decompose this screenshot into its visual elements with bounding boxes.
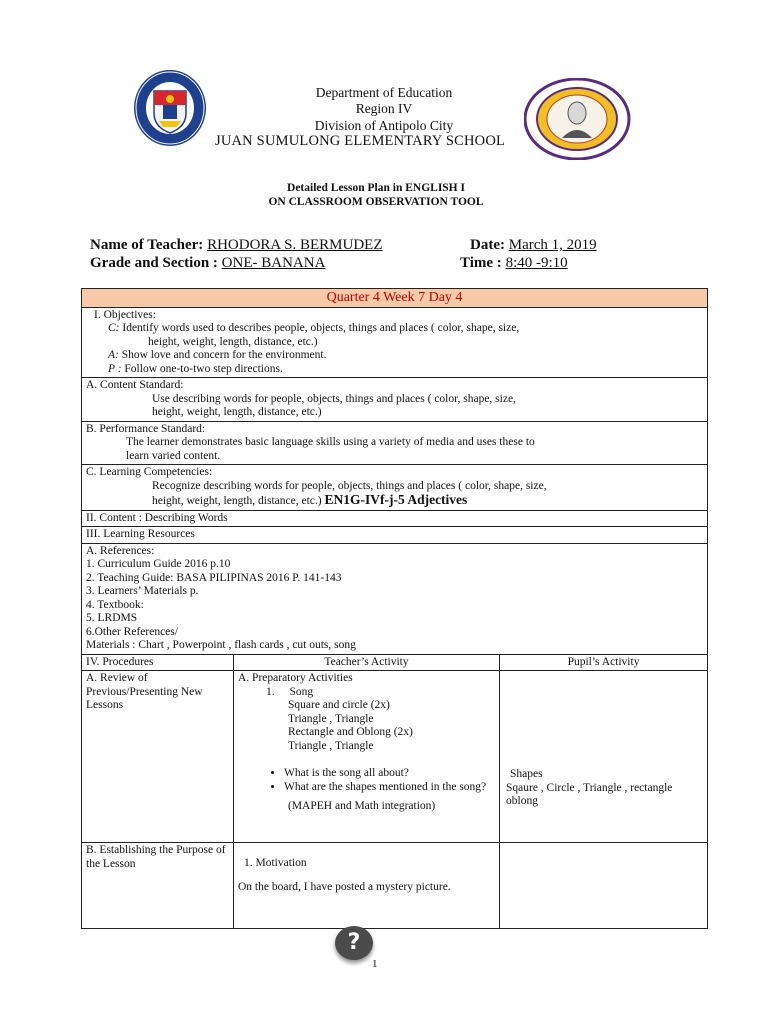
procedure-a-pupil <box>500 671 708 843</box>
reference-item: 5. LRDMS <box>86 612 138 624</box>
preparatory-activities: A. Preparatory Activities <box>238 672 353 684</box>
integration-note: (MAPEH and Math integration) <box>288 800 436 812</box>
reference-item: Materials : Chart , Powerpoint , flash cards , cut outs, song <box>86 639 356 651</box>
song-line: Triangle , Triangle <box>288 739 374 752</box>
grade-label: Grade and Section : <box>90 255 218 271</box>
song-heading <box>238 686 495 700</box>
content-standard-row <box>82 378 708 422</box>
objective-cognitive <box>86 322 703 336</box>
pupil-answer-shapes: Sqaure , Circle , Triangle , rectangle oblong <box>506 781 673 807</box>
performance-standard-cell <box>82 421 708 465</box>
resources-cell: III. Learning Resources <box>82 527 708 544</box>
time-label: Time : <box>460 255 502 271</box>
objectives-row <box>82 307 708 378</box>
reference-item: 3. Learners’ Materials p. <box>86 585 199 597</box>
grade-value: ONE- BANANA <box>221 255 326 271</box>
competencies-line2-wrap <box>86 493 703 509</box>
references-title: A. References: <box>86 544 155 557</box>
content-standard-line2: height, weight, length, distance, etc.) <box>152 406 322 418</box>
content-cell: II. Content : Describing Words <box>82 510 708 527</box>
competency-code: EN1G-IVf-j-5 Adjectives <box>324 492 468 507</box>
teacher-info <box>90 237 383 254</box>
objective-c-text-cont: height, weight, length, distance, etc.) <box>148 335 318 348</box>
objective-p-label: P : <box>108 362 122 375</box>
lesson-plan-subtitle: ON CLASSROOM OBSERVATION TOOL <box>268 196 484 208</box>
teacher-label: Name of Teacher: <box>90 237 204 253</box>
date-value: March 1, 2019 <box>508 237 597 253</box>
motivation-heading: 1. Motivation <box>244 857 307 869</box>
objective-c-label: C: <box>108 322 120 334</box>
question-mark-icon[interactable]: ? <box>335 926 373 960</box>
performance-standard-line1: The learner demonstrates basic language skills using a variety of media and uses these to <box>126 436 535 448</box>
song-number: 1. <box>266 685 275 698</box>
pupil-answer-title: Shapes <box>510 768 543 780</box>
objective-psychomotor <box>86 363 703 377</box>
procedure-a-label: A. Review of Previous/Presenting New Lessons <box>82 671 234 843</box>
procedures-header-row <box>82 654 708 671</box>
song-line: Triangle , Triangle <box>288 712 374 725</box>
page-number: 1 <box>372 958 378 970</box>
pupil-activity-header: Pupil’s Activity <box>500 654 708 671</box>
region-name: Region IV <box>355 101 413 116</box>
objective-c-text: Identify words used to describes people, objects, things and places ( color, shape, size, <box>122 322 520 334</box>
competencies-line1: Recognize describing words for people, objects, things and places ( color, shape, size, <box>152 479 547 492</box>
procedure-row-a <box>82 671 708 843</box>
division-name: Division of Antipolo City <box>314 118 454 133</box>
song-line: Rectangle and Oblong (2x) <box>288 726 413 738</box>
reference-item: 6.Other References/ <box>86 625 178 638</box>
time-info <box>460 255 568 272</box>
teacher-name: RHODORA S. BERMUDEZ <box>207 237 383 253</box>
competencies-row <box>82 465 708 511</box>
reference-item: 4. Textbook: <box>86 598 144 611</box>
competencies-line2: height, weight, length, distance, etc.) <box>152 495 322 507</box>
content-row <box>82 510 708 527</box>
quarter-row <box>82 289 708 308</box>
objective-p-text: Follow one-to-two step directions. <box>124 362 283 375</box>
grade-info <box>90 255 325 272</box>
content-standard-title: A. Content Standard: <box>86 379 184 391</box>
procedure-a-teacher <box>234 671 500 843</box>
content-standard-line1: Use describing words for people, objects, things and places ( color, shape, size, <box>152 392 516 405</box>
performance-standard-row <box>82 421 708 465</box>
references-cell <box>82 543 708 654</box>
department-name: Department of Education <box>315 85 453 100</box>
resources-row <box>82 527 708 544</box>
time-value: 8:40 -9:10 <box>505 255 568 271</box>
date-label: Date: <box>470 237 505 253</box>
objective-a-text: Show love and concern for the environment. <box>121 349 327 361</box>
competencies-title: C. Learning Competencies: <box>86 466 213 478</box>
competencies-cell <box>82 465 708 511</box>
objectives-title: I. Objectives: <box>94 308 156 321</box>
objective-affective <box>86 349 703 363</box>
reference-item: 2. Teaching Guide: BASA PILIPINAS 2016 P. 141-143 <box>86 571 342 584</box>
teacher-activity-header: Teacher’s Activity <box>234 654 500 671</box>
reference-item: 1. Curriculum Guide 2016 p.10 <box>86 558 231 570</box>
performance-standard-title: B. Performance Standard: <box>86 422 206 435</box>
motivation-text: On the board, I have posted a mystery picture. <box>238 880 451 893</box>
song-line: Square and circle (2x) <box>288 699 390 711</box>
lesson-plan-table <box>81 288 708 929</box>
references-row <box>82 543 708 654</box>
quarter-heading: Quarter 4 Week 7 Day 4 <box>82 289 708 308</box>
procedure-row-b <box>82 843 708 929</box>
question-list <box>238 767 495 794</box>
objectives-cell <box>82 307 708 378</box>
content-standard-cell <box>82 378 708 422</box>
procedure-b-teacher <box>234 843 500 929</box>
date-info <box>470 237 597 254</box>
school-name: JUAN SUMULONG ELEMENTARY SCHOOL <box>215 133 506 149</box>
procedure-b-label: B. Establishing the Purpose of the Lesson <box>82 843 234 929</box>
question-item: • What is the song all about? <box>284 767 495 781</box>
song-label: Song <box>289 685 314 698</box>
lesson-plan-title: Detailed Lesson Plan in ENGLISH I <box>287 182 465 194</box>
procedure-b-pupil <box>500 843 708 929</box>
procedures-column-header: IV. Procedures <box>82 654 234 671</box>
question-item: • What are the shapes mentioned in the song? <box>284 781 495 795</box>
objective-a-label: A: <box>108 349 119 361</box>
performance-standard-line2: learn varied content. <box>126 449 221 462</box>
